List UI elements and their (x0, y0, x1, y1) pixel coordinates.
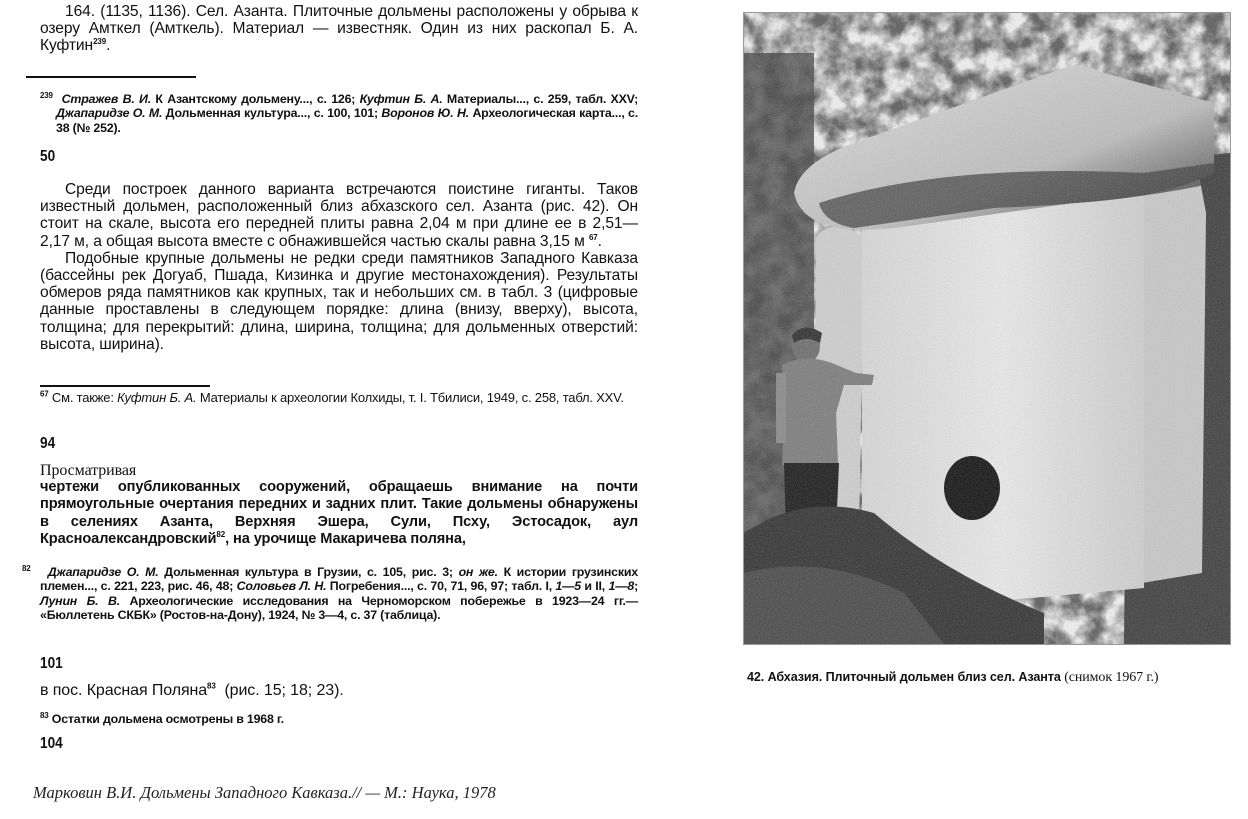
footnote-82 (22, 565, 638, 623)
paragraph-large-dolmens: Подобные крупные дольмены не редки среди памятников Западного Кавказа (бассейны рек Догуаб, Пшада, Кизинка и другие местонахождения). Результаты обмеров ряда памятников как крупных, так и небольших см. в табл. 3 (цифровые данные проставлены в следующем порядке: длина (внизу, вверху), высота, толщина; для перекрытий: длина, ширина, толщина; для дольменных отверстий: высота, ширина). (40, 249, 638, 353)
dolmen-photo-illustration (744, 13, 1230, 644)
paragraph-tail: , на урочище Макаричева поляна, (225, 530, 466, 547)
excerpt-164-text: 164. (1135, 1136). Сел. Азанта. Плиточные дольмены расположены у обрыва к озеру Амткел (Амткель). Материал — известняк. Один из них раскопал Б. А. Куфтин (40, 3, 638, 55)
excerpt-101-text: в пос. Красная Поляна (40, 682, 208, 699)
excerpt-101-figures: (рис. 15; 18; 23). (215, 682, 344, 699)
first-word: Просматривая (40, 462, 137, 479)
paragraph-rectangular-slabs: чертежи опубликованных сооружений, обращаешь внимание на почти прямоугольные очертания передних и задних плит. Такие дольмены обнаружены в селениях Азанта, Верхняя Эшера, Сули, Псху, Эстосадок, аул Красноалександровский (40, 479, 638, 547)
page-number-104: 104 (40, 735, 63, 752)
footnote-marker: 82 (22, 563, 31, 573)
citation-author: Стражев В. И. (61, 92, 151, 106)
footnote-67 (40, 391, 638, 405)
footnote-marker: 83 (40, 710, 49, 720)
film-grain (744, 13, 1230, 644)
citation-text: Погребения..., с. 70, 71, 96, 97; табл. I, (326, 579, 556, 594)
citation-author: Соловьев Л. Н. (236, 579, 327, 594)
paragraph-giants: Среди построек данного варианта встречаются поистине гиганты. Таков известный дольмен, расположенный близ абхазского сел. Азанта (рис. 42). Он стоит на скале, высота его передней плиты равна 2,04 м при длине ее в 2,51—2,17 м, а общая высота вместе с обнажившейся частью скалы равна 3,15 м (40, 181, 638, 250)
caption-date: (снимок 1967 г.) (1064, 670, 1159, 685)
citation-text: Археологическая карта..., с. 38 (№ 252). (56, 106, 638, 135)
excerpt-page-50: Среди построек данного варианта встречаются поистине гиганты. Таков известный дольмен, расположенный близ абхазского сел. Азанта (рис. 42). Он стоит на скале, высота его передней плиты равна 2,04 м при длине ее в 2,51—2,17 м, а общая высота вместе с обнажившейся частью скалы равна 3,15 м $^{67}$. Подобные крупные дольмены не редки среди памятников Западного Кавказа (бассейны рек Догуаб, Пшада, Кизинка и другие местонахождения). Результаты обмеров ряда памятников как крупных, так и небольших см. в табл. 3 (цифровые данные проставлены в следующем порядке: длина (внизу, вверху), высота, толщина; для перекрытий: длина, ширина, толщина; для дольменных отверстий: высота, ширина). (40, 181, 638, 353)
footnote-marker: 239 (40, 90, 53, 100)
footnote-ref-82: 82 (216, 529, 226, 539)
footnote-239 (40, 92, 638, 135)
excerpt-164: 164. (1135, 1136). Сел. Азанта. Плиточные дольмены расположены у обрыва к озеру Амткел (Амткель). Материал — известняк. Один из них раскопал Б. А. Куфтин$^{239}$. (40, 3, 638, 55)
citation-text: Материалы..., с. 259, табл. XXV; (442, 92, 638, 106)
footnote-divider (40, 385, 210, 387)
excerpt-page-101 (40, 682, 638, 699)
footnote-marker: 67 (40, 389, 49, 399)
citation-author: 1—8 (608, 579, 635, 594)
footnote-67-author: Куфтин Б. А. (117, 390, 197, 405)
citation-author: Лунин Б. В. (40, 593, 120, 608)
footnote-67-prefix: См. также: (51, 390, 118, 405)
citation-author: 1—5 (555, 579, 581, 594)
dolmen-photo (743, 12, 1231, 645)
excerpt-page-94 (40, 462, 638, 548)
citation-text: Дольменная культура..., с. 100, 101; (162, 106, 382, 121)
page-number-101: 101 (40, 655, 63, 672)
figure-caption (747, 670, 1158, 686)
citation-author: Джапаридзе О. М. (47, 565, 159, 579)
citation-text: ; (634, 579, 639, 594)
footnote-67-text: Материалы к археологии Колхиды, т. I. Тбилиси, 1949, с. 258, табл. XXV. (196, 390, 624, 405)
source-citation: Марковин В.И. Дольмены Западного Кавказа.// — М.: Наука, 1978 (33, 783, 496, 802)
citation-text: и II, (580, 579, 609, 594)
citation-text: Археологические исследования на Черноморском побережье в 1923—24 гг.— «Бюллетень СКБК» (Ростов-на-Дону), 1924, № 3—4, с. 37 (таблица). (40, 593, 638, 623)
footnote-83-text: Остатки дольмена осмотрены в 1968 г. (51, 712, 284, 726)
page-number-50: 50 (40, 148, 56, 165)
citation-author: Куфтин Б. А. (359, 92, 443, 106)
caption-title: 42. Абхазия. Плиточный дольмен близ сел. Азанта (747, 670, 1061, 684)
citation-text: К Азантскому дольмену..., с. 126; (150, 92, 360, 106)
footnote-83 (40, 712, 638, 726)
footnote-239-text (56, 92, 638, 135)
footnote-divider (26, 76, 196, 78)
footnote-ref-239: 239 (93, 37, 107, 47)
citation-author: Воронов Ю. Н. (381, 106, 469, 121)
citation-text: К истории грузинских племен..., с. 221, 223, рис. 46, 48; (40, 565, 638, 594)
page-number-94: 94 (40, 435, 56, 452)
citation-author: Джапаридзе О. М. (56, 106, 163, 121)
footnote-ref-83: 83 (207, 681, 216, 691)
footnote-ref-67: 67 (588, 232, 598, 242)
footnote-82-text (40, 565, 638, 622)
citation-text: Дольменная культура в Грузии, с. 105, рис. 3; (158, 565, 459, 579)
citation-author: он же. (458, 565, 498, 579)
